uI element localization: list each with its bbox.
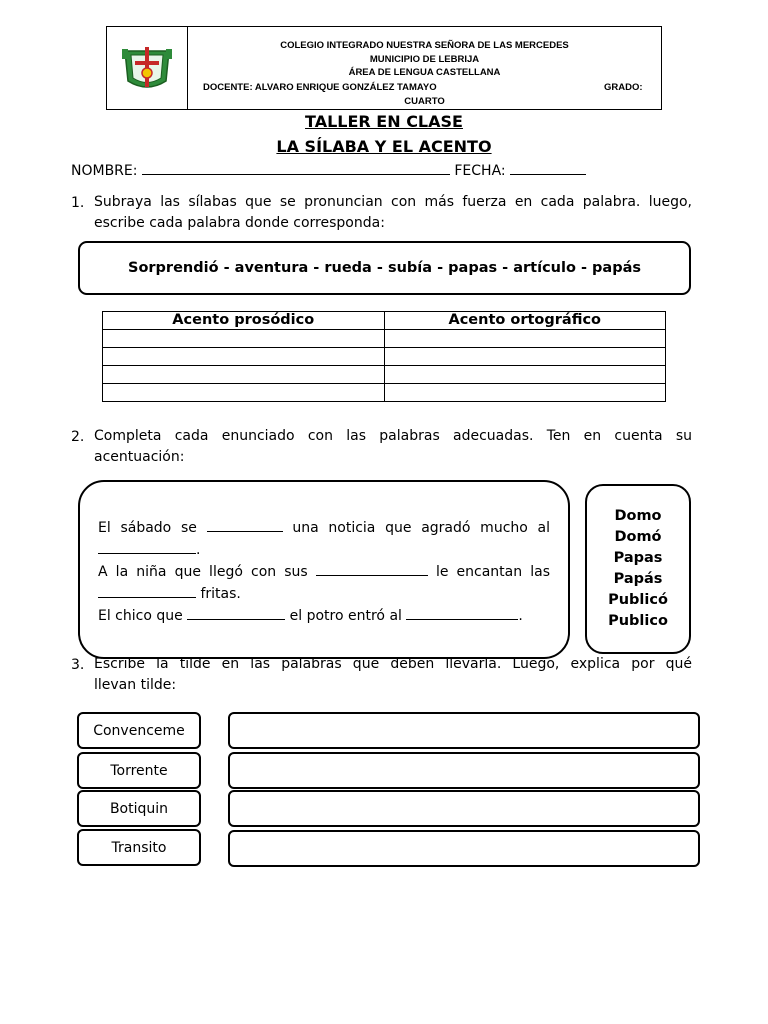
- sentence-3: El chico que el potro entró al .: [98, 605, 550, 627]
- name-field[interactable]: [142, 160, 450, 175]
- q1-words: Sorprendió - aventura - rueda - subía - papas - artículo - papás: [128, 260, 641, 276]
- table-header-row: [103, 312, 666, 330]
- table-cell[interactable]: [384, 366, 666, 384]
- q3-word-box: [77, 790, 201, 827]
- date-field[interactable]: [510, 160, 586, 175]
- table-cell[interactable]: [103, 384, 385, 402]
- option-word: Domo: [614, 508, 662, 524]
- table-row: [103, 330, 666, 348]
- table-cell[interactable]: [384, 330, 666, 348]
- q1-word-bank: [78, 241, 691, 295]
- sentence-blank[interactable]: [187, 605, 285, 620]
- subject-area: ÁREA DE LENGUA CASTELLANA: [348, 67, 501, 78]
- q3-word-box: [77, 752, 201, 789]
- page-title: TALLER EN CLASE: [305, 112, 463, 131]
- q3-answer-box[interactable]: [228, 752, 700, 789]
- option-word: Papas: [613, 550, 663, 566]
- sentence-blank[interactable]: [98, 539, 196, 554]
- sentence-1-line2: .: [98, 539, 550, 561]
- table-cell[interactable]: [103, 330, 385, 348]
- header-orthographic: Acento ortográfico: [384, 312, 666, 330]
- sentence-1-line1: El sábado se una noticia que agradó mucho al: [98, 517, 550, 539]
- grade-value: CUARTO: [404, 95, 445, 107]
- school-crest-icon: [119, 43, 175, 93]
- q3-word: Transito: [111, 839, 167, 856]
- header-text: [188, 27, 661, 109]
- q2-instruction-line2: acentuación:: [94, 449, 185, 465]
- q1-instruction-line1: Subraya las sílabas que se pronuncian con más fuerza en cada palabra. luego,: [94, 194, 692, 210]
- q2-number: 2.: [71, 429, 85, 445]
- option-word: Publicó: [608, 592, 668, 608]
- q2-instruction-line1: Completa cada enunciado con las palabras adecuadas. Ten en cuenta su: [94, 428, 692, 444]
- table-cell[interactable]: [103, 348, 385, 366]
- sentence-2-line2: fritas.: [98, 583, 550, 605]
- table-cell[interactable]: [384, 384, 666, 402]
- sentence-2-line1: A la niña que llegó con sus le encantan las: [98, 561, 550, 583]
- table-row: [103, 348, 666, 366]
- table-cell[interactable]: [103, 366, 385, 384]
- name-date-line: [71, 160, 586, 181]
- sentence-blank[interactable]: [406, 605, 518, 620]
- accent-table: [102, 311, 666, 402]
- table-row: [103, 366, 666, 384]
- table-cell[interactable]: [384, 348, 666, 366]
- q3-word: Torrente: [110, 762, 168, 779]
- school-name: COLEGIO INTEGRADO NUESTRA SEÑORA DE LAS MERCEDES: [280, 40, 569, 51]
- q2-options-box: [585, 484, 691, 654]
- q3-word-box: [77, 712, 201, 749]
- logo-cell: [107, 27, 188, 109]
- date-label: FECHA:: [454, 163, 506, 179]
- option-word: Papás: [613, 571, 663, 587]
- q1-number: 1.: [71, 195, 85, 211]
- table-row: [103, 384, 666, 402]
- q3-number: 3.: [71, 657, 85, 673]
- q3-answer-box[interactable]: [228, 830, 700, 867]
- school-header: [106, 26, 662, 110]
- sentence-blank[interactable]: [207, 517, 283, 532]
- q3-answer-box[interactable]: [228, 790, 700, 827]
- option-word: Domó: [614, 529, 662, 545]
- q2-sentences-box: [78, 480, 570, 659]
- sentence-blank[interactable]: [316, 561, 428, 576]
- grade-label: GRADO:: [604, 82, 643, 93]
- q3-word-box: [77, 829, 201, 866]
- sentence-blank[interactable]: [98, 583, 196, 598]
- q3-instruction-line1: Escribe la tilde en las palabras que deben llevarla. Luego, explica por qué: [94, 656, 692, 672]
- header-prosodic: Acento prosódico: [103, 312, 385, 330]
- q3-instruction-line2: llevan tilde:: [94, 677, 177, 693]
- name-label: NOMBRE:: [71, 163, 138, 179]
- q3-answer-box[interactable]: [228, 712, 700, 749]
- page-subtitle: LA SÍLABA Y EL ACENTO: [276, 137, 492, 156]
- q3-word: Convenceme: [93, 722, 185, 739]
- option-word: Publico: [608, 613, 668, 629]
- teacher-name: DOCENTE: ALVARO ENRIQUE GONZÁLEZ TAMAYO: [203, 82, 437, 93]
- q3-word: Botiquin: [109, 800, 169, 817]
- q1-instruction-line2: escribe cada palabra donde corresponda:: [94, 215, 385, 231]
- municipality: MUNICIPIO DE LEBRIJA: [369, 53, 480, 65]
